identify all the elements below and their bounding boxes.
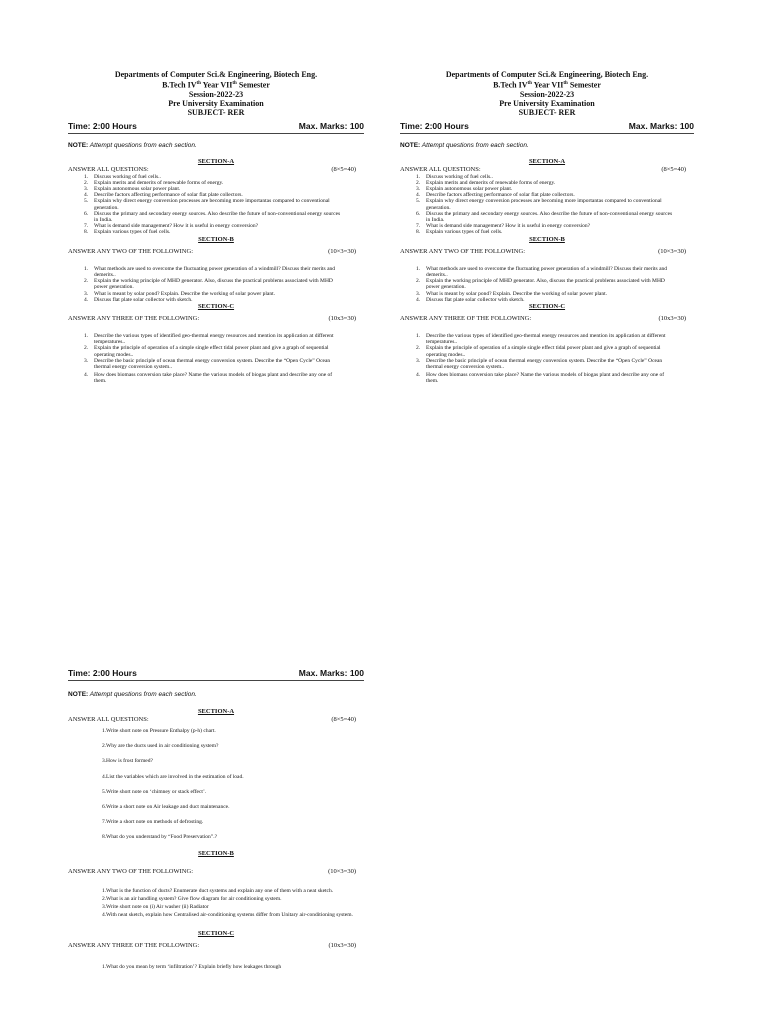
list-item: 4. Describe factors affecting performance of solar flat plate collectors.: [84, 192, 243, 199]
section-c-title: SECTION-C: [197, 302, 235, 310]
list-item: 1. Discuss working of fuel cells..: [84, 173, 161, 180]
section-a-instruction: ANSWER ALL QUESTIONS: (8×5=40): [68, 716, 356, 723]
list-item: 5. Explain why direct energy conversion processes are becoming more importantas compared to conventional generation.: [416, 198, 662, 211]
list-item: 1. Write short note on Pressure Enthalpy (p-h) chart.: [102, 728, 216, 734]
list-item: 1. What methods are used to overcome the fluctuating power generation of a windmill? Discuss their merits and demerits..: [416, 265, 668, 278]
note-line: NOTE: Attempt questions from each section.: [68, 141, 197, 149]
list-item: 4. Discuss flat plate solar collector with sketch.: [84, 296, 193, 303]
list-item: 2. Explain the principle of operation of a simple single effect tidal power plant and give a graph of sequential operating modes..: [416, 345, 661, 358]
list-item: 1. Describe the various types of identified geo-thermal energy resources and mention its application at different temperatures..: [84, 332, 334, 346]
list-item: 1. What do you mean by term ‘infiltration’? Explain briefly how leakages through: [102, 964, 282, 971]
section-a-title: SECTION-A: [197, 708, 235, 715]
list-item: 7. What is demand side management? How it is useful in energy conversion?: [416, 223, 591, 230]
section-c-list: [400, 333, 694, 385]
section-b-title: SECTION-B: [198, 235, 234, 243]
time-marks-row: [400, 121, 694, 134]
list-item: 2. Explain the working principle of MHD generator. Also, discuss the practical problems associated with MHD power generation.: [84, 278, 333, 291]
list-item: 6. Discuss the primary and secondary energy sources. Also describe the future of non-conventional energy sources in India.: [416, 210, 673, 224]
exam-header: [68, 70, 364, 117]
marks-label: Max. Marks: 100: [298, 668, 364, 678]
list-item: 1. What is the function of ducts? Enumerate duct systems and explain any one of them with a neat sketch.: [102, 887, 334, 894]
section-a-instruction: ANSWER ALL QUESTIONS: (8×5=40): [400, 165, 686, 173]
program-line: B.Tech IVth Year VIIth Semester: [162, 80, 270, 90]
list-item: 3. Describe the basic principle of ocean thermal energy conversion system. Describe the “Open Cycle” Ocean thermal energy conversion system..: [416, 357, 663, 370]
section-b-list: [400, 266, 694, 303]
section-c-list: [68, 964, 364, 970]
list-item: 4. How does biomass conversion take place? Name the various models of biogas plant and describe any one of them.: [416, 372, 665, 385]
section-b-title: SECTION-B: [198, 849, 234, 857]
list-item: 2. Explain the working principle of MHD generator. Also, discuss the practical problems associated with MHD power generation.: [416, 278, 665, 291]
time-label: Time: 2:00 Hours: [68, 120, 137, 131]
session-line: Session-2022-23: [188, 89, 244, 99]
list-item: 6. Discuss the primary and secondary energy sources. Also describe the future of non-conventional energy sources in India.: [84, 210, 341, 224]
exam-panel-bottom-left: [68, 664, 364, 971]
list-item: 4. List the variables which are involved in the estimation of load.: [102, 773, 244, 780]
section-a-list: [68, 174, 364, 236]
list-item: 4. Describe factors affecting performance of solar flat plate collectors.: [416, 192, 575, 199]
list-item: 3. Write short note on (i) Air washer (ii) Radiator: [102, 904, 209, 911]
list-item: 8. Explain various types of fuel cells.: [416, 229, 503, 236]
list-item: 5. Write short note on ‘chimney or stack effect’.: [102, 788, 207, 795]
note-line: NOTE: Attempt questions from each section.: [400, 141, 529, 149]
list-item: 5. Explain why direct energy conversion processes are becoming more importantas compared to conventional generation.: [84, 198, 330, 211]
section-c-instruction: ANSWER ANY THREE OF THE FOLLOWING: (10x3=30): [400, 314, 686, 322]
list-item: 3. Explain autonomous solar power plant.: [416, 186, 513, 193]
list-item: 8. What do you understand by “Food Preservation”.?: [102, 834, 218, 841]
section-c-instruction: ANSWER ANY THREE OF THE FOLLOWING: (10x3=30): [68, 942, 356, 950]
time-label: Time: 2:00 Hours: [68, 668, 137, 678]
list-item: 1. Describe the various types of identified geo-thermal energy resources and mention its application at different temperatures..: [416, 332, 666, 346]
list-item: 8. Explain various types of fuel cells.: [84, 229, 171, 236]
subject-line: SUBJECT- RER: [518, 107, 576, 117]
list-item: 3. Explain autonomous solar power plant.: [84, 186, 181, 193]
section-b-instruction: ANSWER ANY TWO OF THE FOLLOWING: (10×3=30): [68, 867, 356, 875]
exam-panel-top-left: [68, 70, 364, 385]
list-item: 2. Explain merits and demerits of renewable forms of energy.: [84, 179, 224, 186]
dept-line: Departments of Computer Sci.& Engineering, Biotech Eng.: [445, 70, 649, 79]
list-item: 2. Explain the principle of operation of a simple single effect tidal power plant and give a graph of sequential operating modes..: [84, 345, 329, 358]
subject-line: SUBJECT- RER: [187, 107, 245, 117]
section-a-title: SECTION-A: [197, 157, 235, 165]
list-item: 1. Discuss working of fuel cells..: [416, 173, 493, 180]
list-item: 4. How does biomass conversion take place? Name the various models of biogas plant and describe any one of them.: [84, 372, 333, 385]
list-item: 7. Write a short note on methods of defrosting.: [102, 819, 204, 826]
section-a-instruction: ANSWER ALL QUESTIONS: (8×5=40): [68, 165, 356, 173]
list-item: 7. What is demand side management? How it is useful in energy conversion?: [84, 223, 259, 230]
list-item: 3. How is frost formed?: [102, 758, 153, 765]
section-a-title: SECTION-A: [528, 157, 566, 165]
section-a-list: [400, 174, 694, 236]
list-item: 2. Why are the ducts used in air conditioning system?: [102, 743, 219, 750]
list-item: 2. Explain merits and demerits of renewable forms of energy.: [416, 179, 556, 186]
list-item: 3. What is meant by solar pond? Explain. Describe the working of solar power plant.: [84, 290, 275, 297]
marks-label: Max. Marks: 100: [298, 120, 364, 131]
list-item: 3. Describe the basic principle of ocean thermal energy conversion system. Describe the “Open Cycle” Ocean thermal energy conversion system..: [84, 357, 331, 370]
section-c-instruction: ANSWER ANY THREE OF THE FOLLOWING: (10x3=30): [68, 314, 356, 322]
section-c-title: SECTION-C: [197, 930, 235, 938]
section-b-instruction: ANSWER ANY TWO OF THE FOLLOWING: (10×3=30): [68, 247, 356, 255]
time-label: Time: 2:00 Hours: [400, 120, 469, 131]
exam-line: Pre University Examination: [499, 98, 595, 108]
section-a-list: [68, 728, 364, 841]
exam-line: Pre University Examination: [168, 98, 264, 108]
list-item: 3. What is meant by solar pond? Explain. Describe the working of solar power plant.: [416, 290, 607, 297]
exam-panel-top-right: [400, 70, 694, 385]
list-item: 4. Discuss flat plate solar collector with sketch.: [416, 296, 525, 303]
list-item: 1. What methods are used to overcome the fluctuating power generation of a windmill? Discuss their merits and demerits..: [84, 265, 336, 278]
section-c-list: [68, 333, 364, 385]
section-b-list: [68, 266, 364, 303]
section-b-list: [68, 888, 364, 919]
time-marks-row: [68, 121, 364, 134]
time-marks-row: [68, 668, 364, 681]
list-item: 6. Write a short note on Air leakage and duct maintenance.: [102, 804, 230, 811]
list-item: 4. With neat sketch, explain how Centralised air-conditioning systems differ from Unitary air-conditioning system.: [102, 912, 353, 919]
section-b-instruction: ANSWER ANY TWO OF THE FOLLOWING: (10×3=30): [400, 247, 686, 255]
section-b-title: SECTION-B: [529, 235, 565, 243]
list-item: 2. What is an air handling system? Give flow diagram for air conditioning system.: [102, 895, 282, 902]
marks-label: Max. Marks: 100: [628, 120, 694, 131]
dept-line: Departments of Computer Sci.& Engineering, Biotech Eng.: [114, 70, 318, 79]
section-c-title: SECTION-C: [528, 302, 566, 310]
program-line: B.Tech IVth Year VIIth Semester: [493, 80, 601, 90]
session-line: Session-2022-23: [519, 89, 575, 99]
exam-header: [400, 70, 694, 117]
note-line: NOTE: Attempt questions from each section.: [68, 691, 197, 698]
